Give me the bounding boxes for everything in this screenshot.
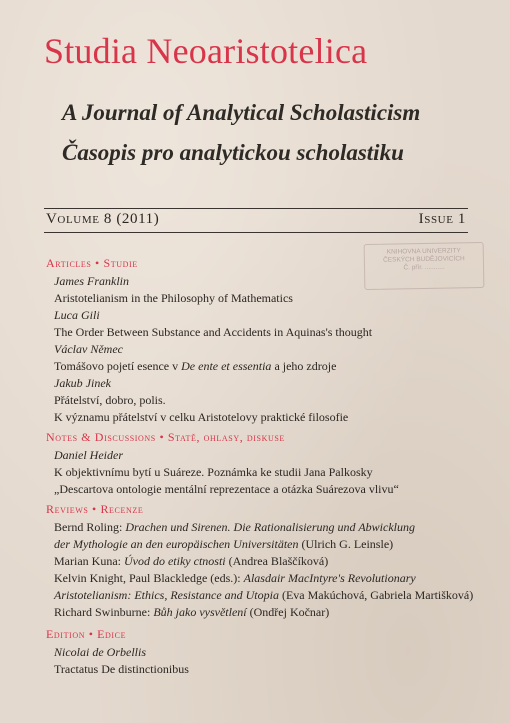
article-title: The Order Between Substance and Accidents in Aquinas's thought bbox=[54, 325, 373, 339]
section-heading-text: Recenze bbox=[100, 502, 144, 516]
title-text: Tomášovo pojetí esence v bbox=[54, 359, 182, 373]
article-title: K objektivnímu bytí u Suáreze. Poznámka ke studii Jana Palkosky bbox=[54, 465, 373, 479]
journal-subtitle-cz: Časopis pro analytickou scholastiku bbox=[62, 140, 404, 165]
review-entry bbox=[54, 554, 328, 568]
section-heading-text: Reviews bbox=[46, 502, 89, 516]
volume-label: Volume 8 (2011) bbox=[46, 211, 160, 227]
section-heading-text: Studie bbox=[103, 256, 138, 270]
review-reviewer: (Eva Makúchová, Gabriela Martišková) bbox=[278, 588, 474, 602]
section-heading-edition bbox=[46, 627, 126, 642]
article-title: Tractatus De distinctionibus bbox=[54, 662, 189, 676]
article-author: James Franklin bbox=[54, 274, 129, 288]
review-entry bbox=[54, 605, 329, 619]
article-author: Jakub Jinek bbox=[54, 376, 111, 390]
review-reviewer: (Andrea Blaščíková) bbox=[225, 554, 329, 568]
journal-subtitle-en: A Journal of Analytical Scholasticism bbox=[62, 100, 421, 125]
article-author: Luca Gili bbox=[54, 308, 100, 322]
review-author: Kelvin Knight, Paul Blackledge (eds.): bbox=[54, 571, 244, 585]
issue-label: Issue 1 bbox=[418, 211, 466, 227]
article-title: K významu přátelství v celku Aristotelovy praktické filosofie bbox=[54, 410, 349, 424]
section-heading-articles bbox=[46, 256, 138, 271]
article-author: Václav Němec bbox=[54, 342, 123, 356]
section-heading-text: Edition bbox=[46, 627, 86, 641]
stamp-line: KNIHOVNA UNIVERZITY bbox=[386, 247, 461, 256]
article-title: Aristotelianism in the Philosophy of Mathematics bbox=[54, 291, 293, 305]
review-author: Richard Swinburne: bbox=[54, 605, 154, 619]
review-author: Marian Kuna: bbox=[54, 554, 124, 568]
review-book-title: der Mythologie an den europäischen Universitäten bbox=[54, 537, 299, 551]
title-text: a jeho zdroje bbox=[271, 359, 337, 373]
section-heading-text: Articles bbox=[46, 256, 92, 270]
divider-top bbox=[44, 208, 468, 209]
bullet-separator: • bbox=[159, 430, 165, 444]
review-book-title: Aristotelianism: Ethics, Resistance and Utopia bbox=[54, 588, 279, 602]
review-book-title: Drachen und Sirenen. Die Rationalisierung und Abwicklung bbox=[125, 520, 415, 534]
article-title: „Descartova ontologie mentální reprezentace a otázka Suárezova vlivu“ bbox=[54, 482, 399, 496]
review-entry bbox=[54, 571, 416, 585]
section-heading-text: Edice bbox=[97, 627, 127, 641]
review-book-title: Alasdair MacIntyre's Revolutionary bbox=[243, 571, 416, 585]
article-title: Přátelství, dobro, polis. bbox=[54, 393, 166, 407]
review-entry bbox=[54, 520, 415, 534]
review-reviewer: (Ulrich G. Leinsle) bbox=[298, 537, 394, 551]
title-text-italic: De ente et essentia bbox=[181, 359, 272, 373]
review-entry-cont bbox=[54, 537, 393, 551]
section-heading-reviews bbox=[46, 502, 143, 517]
stamp-line: Č. přír. ........... bbox=[403, 263, 445, 272]
divider-bottom bbox=[44, 232, 468, 233]
review-entry-cont bbox=[54, 588, 473, 602]
review-reviewer: (Ondřej Kočnar) bbox=[246, 605, 330, 619]
library-stamp bbox=[364, 242, 485, 290]
section-heading-text: Statě, ohlasy, diskuse bbox=[167, 430, 285, 444]
article-title bbox=[54, 359, 336, 373]
bullet-separator: • bbox=[88, 627, 94, 641]
article-author: Daniel Heider bbox=[54, 448, 123, 462]
journal-title: Studia Neoaristotelica bbox=[44, 31, 368, 71]
section-heading-text: Notes & Discussions bbox=[46, 430, 156, 444]
article-author: Nicolai de Orbellis bbox=[54, 645, 146, 659]
review-book-title: Bůh jako vysvětlení bbox=[153, 605, 247, 619]
bullet-separator: • bbox=[92, 502, 97, 516]
bullet-separator: • bbox=[95, 256, 100, 270]
review-author: Bernd Roling: bbox=[54, 520, 126, 534]
stamp-line: ČESKÝCH BUDĚJOVICÍCH bbox=[383, 255, 465, 264]
review-book-title: Úvod do etiky ctnosti bbox=[123, 554, 226, 568]
section-heading-notes bbox=[46, 430, 285, 445]
